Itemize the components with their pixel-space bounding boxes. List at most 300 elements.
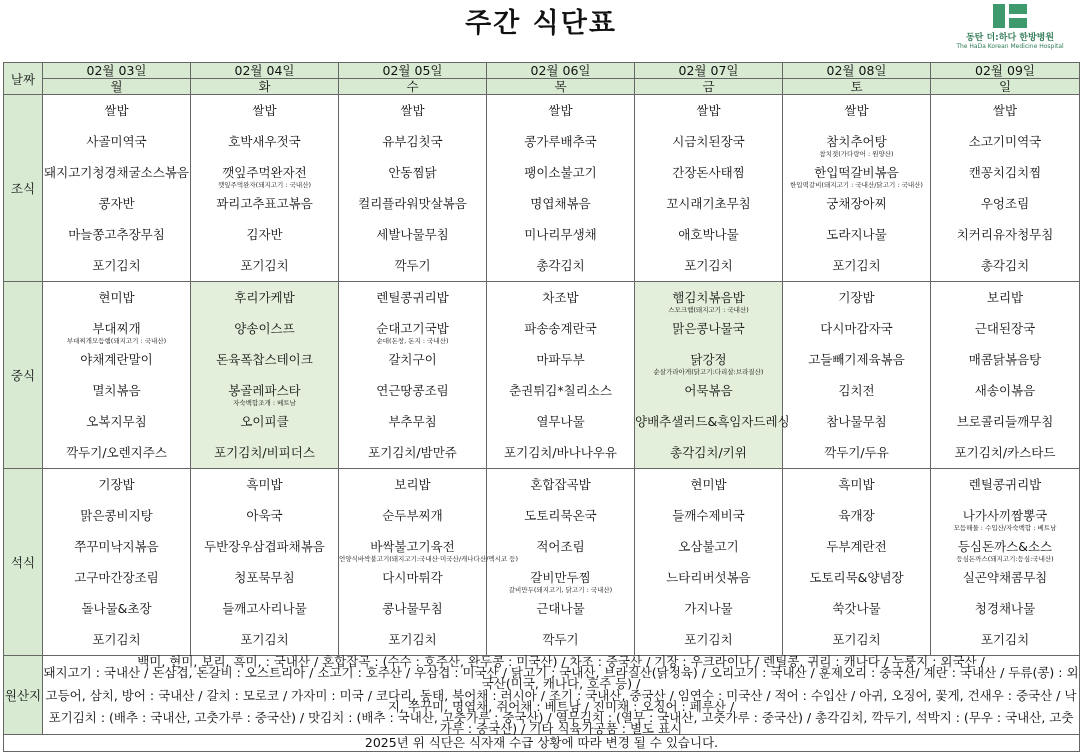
dish-name: 가지나물 xyxy=(684,601,733,616)
dish-name: 양배추샐러드&흑임자드레싱 xyxy=(635,414,790,429)
dish-name: 맑은콩나물국 xyxy=(672,321,745,336)
dish-name: 고구마간장조림 xyxy=(74,570,159,585)
day-weekday: 월 xyxy=(43,79,191,95)
dish-name: 포기김치/밤만쥬 xyxy=(368,445,457,460)
menu-item xyxy=(635,469,782,500)
dish-name: 야채계란말이 xyxy=(80,352,153,367)
menu-item xyxy=(339,188,486,219)
menu-item xyxy=(43,469,190,500)
menu-item xyxy=(931,282,1079,313)
origin-line: 돼지고기 : 국내산 / 돈삼겹, 돈갈비 : 오스트리아 / 소고기 : 호주산 / 우삼겹 : 미국산 / 닭고기 : 국내산, 브라질산(닭정육) / 오리고기 : 국내산 / 훈제오리 : 중국산/ 계란 : 국내산 / 두류(콩) : 외국산(미국, 캐나다, 호주 등) / xyxy=(43,665,1079,692)
logo-mark-icon xyxy=(993,4,1027,28)
day-weekday: 일 xyxy=(931,79,1080,95)
dish-name: 기장밥 xyxy=(838,290,875,305)
menu-item xyxy=(191,593,338,624)
menu-item xyxy=(783,126,930,157)
menu-item xyxy=(191,157,338,188)
dish-name: 두반장우삼겹파채볶음 xyxy=(204,539,325,554)
day-date: 02월 03일 xyxy=(43,63,191,79)
dish-name: 궁채장아찌 xyxy=(826,196,887,211)
dish-name: 포기김치/바나나우유 xyxy=(504,445,617,460)
dish-name: 포기김치/카스타드 xyxy=(954,445,1056,460)
dish-name: 육개장 xyxy=(838,508,875,523)
dish-name: 명엽채볶음 xyxy=(530,196,591,211)
dish-name: 우엉조림 xyxy=(980,196,1030,211)
dinner-cell xyxy=(635,469,783,656)
dish-name: 현미밥 xyxy=(690,477,727,492)
dish-name: 열무나물 xyxy=(536,414,585,429)
dish-name: 근대된장국 xyxy=(974,321,1036,336)
dish-name: 춘권튀김*칠리소스 xyxy=(509,383,612,398)
menu-item xyxy=(931,500,1079,531)
dish-name: 김자반 xyxy=(246,227,283,242)
dish-name: 부대찌개 xyxy=(92,321,141,336)
dish-name: 적어조림 xyxy=(536,539,585,554)
dish-origin-note: 부대찌개모듬햄(돼지고기 : 국내산) xyxy=(66,337,167,345)
menu-item xyxy=(635,95,782,126)
menu-item xyxy=(487,282,634,313)
menu-item xyxy=(783,250,930,281)
menu-item xyxy=(783,593,930,624)
dish-name: 안동찜닭 xyxy=(388,165,437,180)
dish-name: 청포묵무침 xyxy=(234,570,295,585)
menu-item xyxy=(339,313,486,344)
menu-item xyxy=(783,562,930,593)
dish-origin-note: 한입떡갈비(돼지고기 : 국내산/닭고기 : 국내산) xyxy=(790,181,923,189)
menu-item xyxy=(635,344,782,375)
dish-origin-note: 순살가라아게(닭고기:다리살:브라질산) xyxy=(653,368,764,376)
breakfast-cell xyxy=(931,95,1080,282)
dish-name: 햄김치볶음밥 xyxy=(672,290,745,305)
menu-item xyxy=(931,157,1079,188)
menu-item xyxy=(191,95,338,126)
menu-item xyxy=(487,219,634,250)
dish-name: 포기김치 xyxy=(684,258,733,273)
dish-name: 순대고기국밥 xyxy=(376,321,449,336)
menu-item xyxy=(783,531,930,562)
menu-item xyxy=(783,469,930,500)
breakfast-header: 조식 xyxy=(4,95,43,282)
lunch-cell xyxy=(339,282,487,469)
dish-name: 들깨수제비국 xyxy=(672,508,745,523)
dish-name: 멸치볶음 xyxy=(92,383,141,398)
dish-name: 들깨고사리나물 xyxy=(222,601,307,616)
dish-name: 미나리무생채 xyxy=(524,227,597,242)
menu-item xyxy=(339,219,486,250)
dish-name: 맑은콩비지탕 xyxy=(80,508,153,523)
menu-item xyxy=(43,531,190,562)
menu-item xyxy=(487,313,634,344)
menu-item xyxy=(487,375,634,406)
lunch-cell xyxy=(931,282,1080,469)
dish-name: 치커리유자청무침 xyxy=(956,227,1054,242)
menu-item xyxy=(931,219,1079,250)
weekday-row xyxy=(4,79,1080,95)
menu-item xyxy=(43,95,190,126)
lunch-cell xyxy=(487,282,635,469)
dinner-cell xyxy=(487,469,635,656)
menu-item xyxy=(43,126,190,157)
menu-item xyxy=(931,593,1079,624)
menu-item xyxy=(487,531,634,562)
dish-name: 혼합잡곡밥 xyxy=(530,477,591,492)
lunch-row xyxy=(4,282,1080,469)
breakfast-cell xyxy=(783,95,931,282)
dish-name: 세발나물무침 xyxy=(376,227,449,242)
menu-item xyxy=(635,313,782,344)
dish-name: 흑미밥 xyxy=(838,477,875,492)
dish-name: 어묵볶음 xyxy=(684,383,733,398)
menu-item xyxy=(43,624,190,655)
dish-name: 다시마튀각 xyxy=(382,570,443,585)
menu-item xyxy=(783,500,930,531)
menu-item xyxy=(931,95,1079,126)
day-date: 02월 06일 xyxy=(487,63,635,79)
dish-name: 오삼불고기 xyxy=(678,539,739,554)
dish-name: 흑미밥 xyxy=(246,477,283,492)
origin-line: 포기김치 : (배추 : 국내산, 고춧가루 : 중국산) / 맛김치 : (배추 : 국내산, 고춧가루 : 중국산) / 열무김치 : (열무 : 국내산, 고춧가루 : 중국산) / 총각김치, 깍두기, 석박지 : (무우 : 국내산, 고춧가루 : 중국산) / 기타 식육가공품 : 별도 표시 xyxy=(48,710,1074,737)
dish-name: 소고기미역국 xyxy=(968,134,1042,149)
menu-item xyxy=(487,593,634,624)
menu-item xyxy=(783,624,930,655)
dish-name: 부추무침 xyxy=(388,414,437,429)
menu-item xyxy=(931,562,1079,593)
dish-name: 청경채나물 xyxy=(974,601,1036,616)
dish-name: 포기김치 xyxy=(832,632,881,647)
dish-name: 파송송계란국 xyxy=(524,321,597,336)
day-date: 02월 05일 xyxy=(339,63,487,79)
menu-item xyxy=(191,469,338,500)
menu-item xyxy=(931,375,1079,406)
dish-name: 총각김치 xyxy=(980,258,1030,273)
weekly-menu-table xyxy=(3,62,1080,752)
menu-item xyxy=(783,406,930,437)
dish-origin-note: 등심돈까스(돼지고기:등심:국내산) xyxy=(956,555,1054,563)
dish-name: 마파두부 xyxy=(536,352,585,367)
dish-origin-note: 자숙백합조개 : 베트남 xyxy=(233,399,296,407)
menu-item xyxy=(43,282,190,313)
day-date: 02월 04일 xyxy=(191,63,339,79)
menu-item xyxy=(783,282,930,313)
dish-name: 쌀밥 xyxy=(400,103,425,118)
logo-name: 동탄 더:하다 한방병원 xyxy=(965,33,1055,43)
menu-item xyxy=(635,531,782,562)
menu-item xyxy=(635,593,782,624)
menu-item xyxy=(191,624,338,655)
menu-item xyxy=(487,95,634,126)
dish-name: 나가사끼짬뽕국 xyxy=(962,508,1048,523)
menu-item xyxy=(339,500,486,531)
dish-origin-note: 순대(돈창, 돈지 : 국내산) xyxy=(376,337,449,345)
menu-item xyxy=(339,406,486,437)
dinner-cell xyxy=(191,469,339,656)
day-date: 02월 08일 xyxy=(783,63,931,79)
menu-item xyxy=(931,188,1079,219)
dinner-cell xyxy=(43,469,191,656)
hospital-logo xyxy=(950,4,1070,56)
dish-name: 포기김치 xyxy=(92,632,141,647)
breakfast-cell xyxy=(635,95,783,282)
menu-item xyxy=(931,250,1079,281)
lunch-cell xyxy=(635,282,790,469)
dish-name: 포기김치 xyxy=(832,258,881,273)
dish-name: 콩가루배추국 xyxy=(524,134,597,149)
menu-item xyxy=(931,344,1079,375)
dish-name: 기장밥 xyxy=(98,477,135,492)
dish-name: 호박새우젓국 xyxy=(228,134,301,149)
dish-origin-note: 깻잎주먹완자(돼지고기 : 국내산) xyxy=(217,181,312,189)
menu-item xyxy=(43,157,190,188)
menu-item xyxy=(931,437,1079,468)
dish-name: 한입떡갈비볶음 xyxy=(814,165,899,180)
breakfast-cell xyxy=(487,95,635,282)
notice-row xyxy=(4,735,1080,752)
menu-item xyxy=(339,624,486,655)
lunch-cell xyxy=(191,282,339,469)
dish-name: 돼지고기청경채굴소스볶음 xyxy=(44,165,189,180)
dish-origin-note: 언양식바싹불고기(돼지고기:국내산·미국산/캐나다산/멕시코 등) xyxy=(339,555,519,563)
origin-line: 백미, 현미, 보리, 흑미, : 국내산 / 혼합잡곡 : (수수 : 호주산, 완두콩 : 미국산) / 차조 : 중국산 / 기장 : 우크라이나 / 렌틸콩, 귀리 : 캐나다 / 누룽지 : 외국산 / xyxy=(137,654,985,669)
menu-item xyxy=(487,188,634,219)
menu-item xyxy=(43,562,190,593)
dish-name: 유부김칫국 xyxy=(382,134,443,149)
menu-item xyxy=(191,406,338,437)
day-weekday: 목 xyxy=(487,79,635,95)
dish-origin-note: 참치젓(가다랑어 : 원양산) xyxy=(819,150,894,158)
lunch-cell xyxy=(43,282,191,469)
dish-name: 순두부찌개 xyxy=(382,508,443,523)
menu-item xyxy=(339,344,486,375)
menu-item xyxy=(635,282,782,313)
menu-item xyxy=(635,157,782,188)
origin-info xyxy=(43,656,1080,735)
menu-item xyxy=(783,157,930,188)
lunch-header: 중식 xyxy=(4,282,43,469)
dish-name: 포기김치 xyxy=(240,632,289,647)
dish-name: 느타리버섯볶음 xyxy=(666,570,751,585)
menu-item xyxy=(339,95,486,126)
menu-item xyxy=(783,375,930,406)
dish-name: 쌀밥 xyxy=(548,103,573,118)
dinner-header: 석식 xyxy=(4,469,43,656)
dish-name: 포기김치 xyxy=(980,632,1030,647)
menu-item xyxy=(339,126,486,157)
menu-item xyxy=(339,250,486,281)
dish-name: 쌀밥 xyxy=(252,103,277,118)
dish-name: 쌀밥 xyxy=(104,103,129,118)
dish-name: 도라지나물 xyxy=(826,227,887,242)
menu-item xyxy=(191,219,338,250)
dish-name: 닭강정 xyxy=(690,352,727,367)
menu-item xyxy=(783,437,930,468)
logo-subtitle: The HaDa Korean Medicine Hospital xyxy=(956,43,1064,50)
dish-name: 차조밥 xyxy=(542,290,579,305)
menu-item xyxy=(487,562,634,593)
dish-name: 봉골레파스타 xyxy=(228,383,301,398)
dish-name: 갈비만두찜 xyxy=(530,570,591,585)
dish-name: 실곤약채콤무침 xyxy=(962,570,1048,585)
menu-item xyxy=(43,313,190,344)
menu-item xyxy=(43,406,190,437)
menu-item xyxy=(191,344,338,375)
menu-item xyxy=(191,250,338,281)
menu-item xyxy=(931,624,1079,655)
menu-item xyxy=(931,469,1079,500)
dish-name: 참치추어탕 xyxy=(826,134,887,149)
menu-item xyxy=(635,624,782,655)
dish-name: 콩나물무침 xyxy=(382,601,443,616)
menu-item xyxy=(487,126,634,157)
dish-name: 고들빼기제육볶음 xyxy=(808,352,905,367)
menu-item xyxy=(43,219,190,250)
menu-item xyxy=(339,437,486,468)
dish-name: 도토리묵온국 xyxy=(524,508,597,523)
dish-name: 오복지무침 xyxy=(86,414,147,429)
dish-name: 깍두기/두유 xyxy=(824,445,889,460)
date-header: 날짜 xyxy=(4,63,43,95)
breakfast-row xyxy=(4,95,1080,282)
menu-item xyxy=(339,282,486,313)
menu-item xyxy=(635,406,790,437)
dish-name: 쭈꾸미낙지볶음 xyxy=(74,539,159,554)
menu-item xyxy=(43,344,190,375)
dish-name: 보리밥 xyxy=(986,290,1024,305)
dish-name: 깍두기/오렌지주스 xyxy=(66,445,167,460)
menu-item xyxy=(635,250,782,281)
breakfast-cell xyxy=(191,95,339,282)
menu-item xyxy=(339,562,486,593)
dish-name: 깍두기 xyxy=(394,258,431,273)
dish-name: 바싹불고기육전 xyxy=(370,539,455,554)
dish-name: 컬리플라워맛살볶음 xyxy=(358,196,467,211)
menu-item xyxy=(43,250,190,281)
breakfast-cell xyxy=(339,95,487,282)
menu-item xyxy=(487,624,634,655)
menu-item xyxy=(635,126,782,157)
menu-item xyxy=(931,313,1079,344)
day-date: 02월 09일 xyxy=(931,63,1080,79)
dish-name: 다시마감자국 xyxy=(820,321,893,336)
dish-name: 꽈리고추표고볶음 xyxy=(216,196,313,211)
day-weekday: 금 xyxy=(635,79,783,95)
menu-item xyxy=(487,469,634,500)
menu-item xyxy=(931,406,1079,437)
dish-name: 매콤닭볶음탕 xyxy=(968,352,1042,367)
menu-item xyxy=(635,437,782,468)
origin-row xyxy=(4,656,1080,735)
dish-name: 포기김치 xyxy=(388,632,437,647)
menu-item xyxy=(191,282,338,313)
dish-name: 포기김치 xyxy=(92,258,141,273)
dish-name: 꼬시래기초무침 xyxy=(666,196,751,211)
dish-name: 포기김치/비피더스 xyxy=(214,445,315,460)
menu-item xyxy=(487,250,634,281)
breakfast-cell xyxy=(43,95,191,282)
menu-item xyxy=(783,188,930,219)
dish-name: 두부계란전 xyxy=(826,539,887,554)
menu-item xyxy=(191,188,338,219)
menu-item xyxy=(487,500,634,531)
dish-name: 양송이스프 xyxy=(234,321,295,336)
dish-name: 현미밥 xyxy=(98,290,135,305)
dinner-cell xyxy=(783,469,931,656)
dinner-cell xyxy=(931,469,1080,656)
menu-item xyxy=(339,531,519,563)
dish-name: 연근땅콩조림 xyxy=(376,383,449,398)
dish-origin-note: 스모크햄(돼지고기 : 국내산) xyxy=(668,306,749,314)
dish-name: 렌틸콩귀리밥 xyxy=(968,477,1042,492)
dish-name: 마늘쫑고추장무침 xyxy=(68,227,165,242)
dish-name: 새송이볶음 xyxy=(974,383,1036,398)
dish-name: 팽이소불고기 xyxy=(524,165,597,180)
menu-item xyxy=(635,562,782,593)
dish-name: 아욱국 xyxy=(246,508,283,523)
dish-name: 근대나물 xyxy=(536,601,585,616)
menu-item xyxy=(635,500,782,531)
menu-item xyxy=(635,188,782,219)
dish-name: 도토리묵&양념장 xyxy=(809,570,904,585)
dish-name: 보리밥 xyxy=(394,477,431,492)
dish-name: 돌나물&초장 xyxy=(81,601,152,616)
menu-item xyxy=(43,593,190,624)
menu-item xyxy=(339,375,486,406)
menu-item xyxy=(43,437,190,468)
dish-name: 캔꽁치김치찜 xyxy=(968,165,1042,180)
menu-item xyxy=(783,344,930,375)
day-date: 02월 07일 xyxy=(635,63,783,79)
dish-name: 깍두기 xyxy=(542,632,579,647)
dish-name: 김치전 xyxy=(838,383,875,398)
menu-item xyxy=(43,188,190,219)
dish-name: 등심돈까스&소스 xyxy=(957,539,1053,554)
dish-name: 간장돈사태찜 xyxy=(672,165,745,180)
menu-item xyxy=(931,126,1079,157)
menu-item xyxy=(339,593,486,624)
date-row xyxy=(4,63,1080,79)
dish-name: 포기김치 xyxy=(240,258,289,273)
dish-name: 갈치구이 xyxy=(388,352,437,367)
menu-item xyxy=(191,500,338,531)
menu-item xyxy=(43,375,190,406)
menu-item xyxy=(931,531,1079,562)
menu-item xyxy=(191,126,338,157)
lunch-cell xyxy=(783,282,931,469)
menu-notice: 2025년 위 식단은 식자재 수급 상황에 따라 변경 될 수 있습니다. xyxy=(4,735,1080,752)
dish-name: 쑥갓나물 xyxy=(832,601,881,616)
menu-item xyxy=(339,469,486,500)
dinner-cell xyxy=(339,469,519,656)
menu-item xyxy=(487,406,634,437)
menu-item xyxy=(783,313,930,344)
dish-name: 사골미역국 xyxy=(86,134,147,149)
origin-line: 고등어, 삼치, 방어 : 국내산 / 갈치 : 모로코 / 가자미 : 미국 / 코다리, 동태, 북어채 : 러시아 / 조기 : 국내산, 중국산 / 임연수 : 미국산 / 적어 : 수입산 / 아귀, 오징어, 꽃게, 건새우 : 중국산 / 낙지, 쭈꾸미, 명엽채, 쥐어채 : 베트남 / 진미채 : 오징어 : 페루산 / xyxy=(45,687,1077,714)
dish-name: 오이피클 xyxy=(240,414,289,429)
day-weekday: 화 xyxy=(191,79,339,95)
dish-name: 쌀밥 xyxy=(696,103,721,118)
day-weekday: 토 xyxy=(783,79,931,95)
dish-origin-note: 갈비만두(돼지고기, 닭고기 : 국내산) xyxy=(508,586,613,594)
dish-name: 쌀밥 xyxy=(992,103,1018,118)
dish-name: 깻잎주먹완자전 xyxy=(222,165,307,180)
menu-item xyxy=(191,531,338,562)
dish-name: 렌틸콩귀리밥 xyxy=(376,290,449,305)
day-weekday: 수 xyxy=(339,79,487,95)
menu-item xyxy=(635,219,782,250)
dish-name: 돈육폭찹스테이크 xyxy=(216,352,313,367)
dish-name: 참나물무침 xyxy=(826,414,887,429)
menu-item xyxy=(635,375,782,406)
dish-name: 총각김치 xyxy=(536,258,585,273)
